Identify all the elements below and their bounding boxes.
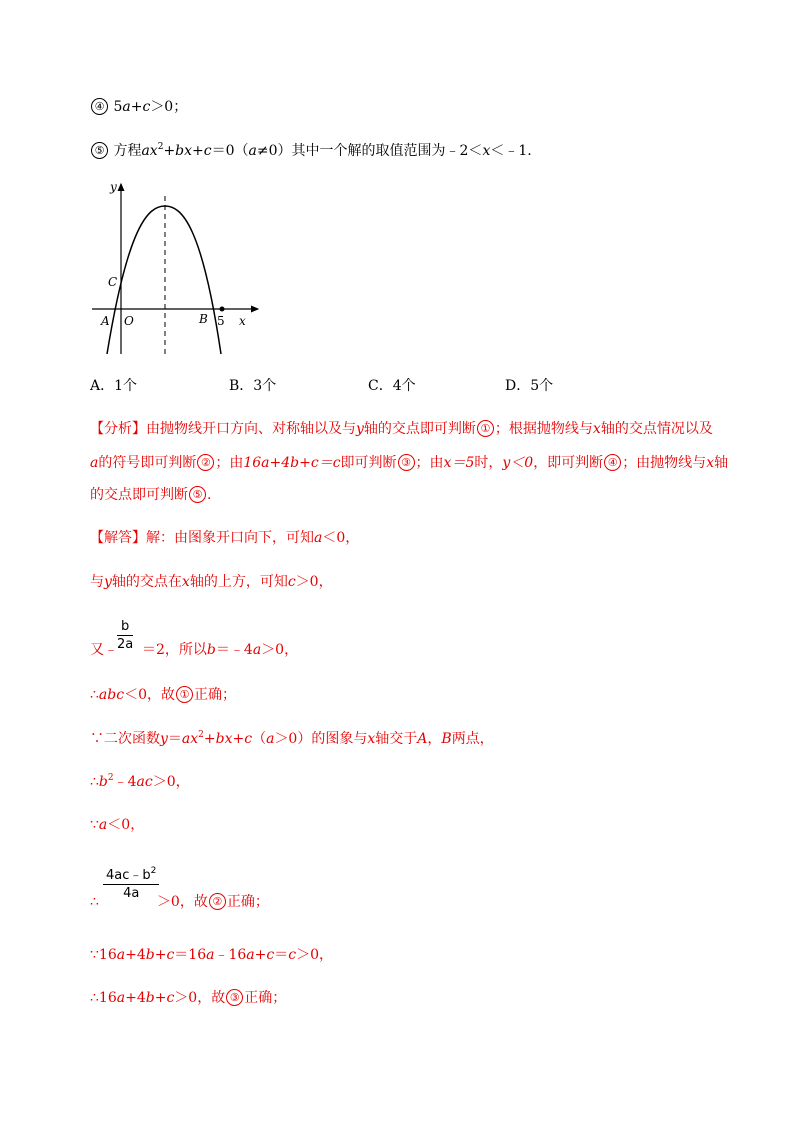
option-c[interactable]: C．4个 (368, 378, 416, 394)
solution-tag: 【解答】 (90, 530, 146, 546)
statement-5: ⑤ 方程$ax^2+bx+c=0(a\ne 0)$其中一个解的取值范围为﹣2＜x＜﹣1. (90, 141, 532, 161)
option-b[interactable]: B．3个 (229, 378, 277, 394)
parabola-curve (107, 206, 221, 354)
solution-line-9: ∵16a+4b+c＝16a﹣16a+c＝c＞0， (90, 947, 333, 963)
analysis-line-1: 【分析】由抛物线开口方向、对称轴以及与y轴的交点即可判断 ① ；根据抛物线与x轴的交点情况以及 (90, 421, 713, 437)
number-5: ⑤ (91, 142, 108, 159)
point-b-label: B (199, 312, 208, 326)
statement-4: ④ 5a+c＞0； (90, 97, 187, 117)
parabola-graph (88, 176, 268, 360)
solution-line-7: ∵a＜0， (90, 817, 145, 833)
number-4: ④ (91, 98, 108, 115)
point-c-label: C (108, 275, 118, 289)
solution-line-1: 【解答】解：由图象开口向下，可知a＜0， (90, 530, 360, 546)
tick-5-label: 5 (217, 314, 225, 328)
point-a-label: A (101, 314, 110, 328)
fraction-b-over-2a: b 2a (117, 619, 134, 652)
x-axis-label: x (239, 314, 246, 328)
analysis-line-2: a的符号即可判断 ② ；由16a+4b+c＝c即可判断 ③ ；由x＝5时，y＜0，即可判断 ④ ；由抛物线与x轴 (90, 455, 729, 471)
solution-line-6: $\therefore b^2﹣4ac>0$， (90, 773, 190, 790)
solution-line-3: 又﹣ ＝2，所以b＝﹣4a＞0， (90, 642, 299, 658)
y-axis-label: y (110, 180, 117, 194)
solution-line-10: ∴16a+4b+c＞0，故 ③ 正确； (90, 990, 287, 1006)
solution-line-2: 与y轴的交点在x轴的上方，可知c＞0， (90, 574, 333, 590)
fraction-discriminant: $4ac﹣b^2$ 4a (103, 864, 159, 901)
option-d[interactable]: D．5个 (505, 378, 554, 394)
option-a[interactable]: A．1个 (90, 378, 138, 394)
solution-line-8: ∴ ＞0，故 ② 正确； (90, 894, 269, 910)
analysis-line-3: 的交点即可判断 ⑤ . (90, 487, 212, 503)
point-5 (220, 307, 225, 312)
solution-line-5: ∵二次函数$y=ax^2+bx+c(a>0)$的图象与x轴交于A，B两点， (90, 730, 494, 747)
solution-line-4: ∴abc＜0，故 ① 正确； (90, 687, 236, 703)
origin-label: O (124, 314, 134, 328)
analysis-tag: 【分析】 (90, 421, 146, 437)
